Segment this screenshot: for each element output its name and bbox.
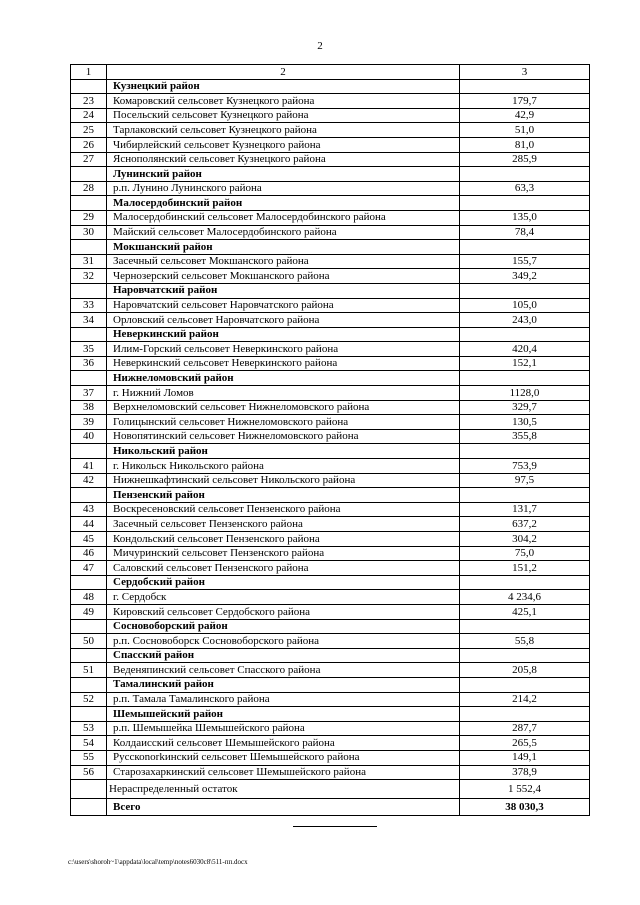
row-number-cell: 30 xyxy=(71,225,107,240)
table-body xyxy=(71,65,590,816)
row-number-cell: 53 xyxy=(71,721,107,736)
row-name-cell: Лунинский район xyxy=(107,167,460,182)
row-name-cell: Наровчатский район xyxy=(107,283,460,298)
row-number-cell xyxy=(71,196,107,211)
row-number-cell: 23 xyxy=(71,94,107,109)
row-value-cell: 149,1 xyxy=(460,750,590,765)
district-header-row xyxy=(71,444,590,459)
table-row xyxy=(71,502,590,517)
row-value-cell: 63,3 xyxy=(460,181,590,196)
district-header-row xyxy=(71,488,590,503)
table-row xyxy=(71,123,590,138)
table-row xyxy=(71,225,590,240)
row-name-cell: Мокшанский район xyxy=(107,240,460,255)
row-name-cell: Малосердобинский район xyxy=(107,196,460,211)
row-value-cell: 420,4 xyxy=(460,342,590,357)
row-name-cell: Сосновоборский район xyxy=(107,619,460,634)
row-number-cell: 41 xyxy=(71,459,107,474)
row-name-cell: Малосердобинский сельсовет Малосердобинского района xyxy=(107,210,460,225)
row-value-cell: 1 552,4 xyxy=(460,780,590,799)
row-name-cell: Тамалинский район xyxy=(107,677,460,692)
row-value-cell: 179,7 xyxy=(460,94,590,109)
row-value-cell xyxy=(460,619,590,634)
row-name-cell: г. Никольск Никольского района xyxy=(107,459,460,474)
row-number-cell: 29 xyxy=(71,210,107,225)
row-value-cell: 97,5 xyxy=(460,473,590,488)
row-name-cell: Кузнецкий район xyxy=(107,79,460,94)
row-name-cell: Новопятинский сельсовет Нижнеломовского района xyxy=(107,429,460,444)
row-number-cell xyxy=(71,799,107,816)
table-row xyxy=(71,634,590,649)
row-name-cell: Саловский сельсовет Пензенского района xyxy=(107,561,460,576)
table-row xyxy=(71,386,590,401)
row-name-cell: Орловский сельсовет Наровчатского района xyxy=(107,313,460,328)
row-number-cell: 55 xyxy=(71,750,107,765)
table-row xyxy=(71,356,590,371)
district-header-row xyxy=(71,167,590,182)
table-row xyxy=(71,532,590,547)
district-header-row xyxy=(71,240,590,255)
table-row xyxy=(71,415,590,430)
row-value-cell: 355,8 xyxy=(460,429,590,444)
row-name-cell: Засечный сельсовет Пензенского района xyxy=(107,517,460,532)
row-number-cell: 39 xyxy=(71,415,107,430)
row-name-cell: Посельский сельсовет Кузнецкого района xyxy=(107,108,460,123)
row-name-cell: Русскоnorkинский сельсовет Шемышейского района xyxy=(107,750,460,765)
row-value-cell: 304,2 xyxy=(460,532,590,547)
row-value-cell: 78,4 xyxy=(460,225,590,240)
row-name-cell: Шемышейский район xyxy=(107,707,460,722)
row-number-cell: 24 xyxy=(71,108,107,123)
row-value-cell: 243,0 xyxy=(460,313,590,328)
row-value-cell: 425,1 xyxy=(460,604,590,619)
header-col-3: 3 xyxy=(460,65,590,80)
end-of-document-rule xyxy=(293,826,377,827)
row-number-cell xyxy=(71,780,107,799)
row-name-cell: Верхнеломовский сельсовет Нижнеломовского района xyxy=(107,400,460,415)
row-value-cell xyxy=(460,707,590,722)
row-number-cell: 36 xyxy=(71,356,107,371)
row-value-cell: 205,8 xyxy=(460,663,590,678)
row-name-cell: Сердобский район xyxy=(107,575,460,590)
row-number-cell: 49 xyxy=(71,604,107,619)
row-number-cell: 33 xyxy=(71,298,107,313)
row-name-cell: Илим-Горский сельсовет Неверкинского района xyxy=(107,342,460,357)
row-name-cell: Веденяпинский сельсовет Спасского района xyxy=(107,663,460,678)
row-name-cell: Голицынский сельсовет Нижнеломовского района xyxy=(107,415,460,430)
row-value-cell xyxy=(460,327,590,342)
row-number-cell xyxy=(71,371,107,386)
row-value-cell: 51,0 xyxy=(460,123,590,138)
row-name-cell: р.п. Сосновоборск Сосновоборского района xyxy=(107,634,460,649)
table-row xyxy=(71,721,590,736)
total-row xyxy=(71,799,590,816)
row-number-cell: 28 xyxy=(71,181,107,196)
row-name-cell: Чернозерский сельсовет Мокшанского района xyxy=(107,269,460,284)
row-number-cell: 45 xyxy=(71,532,107,547)
table-row xyxy=(71,604,590,619)
row-number-cell: 27 xyxy=(71,152,107,167)
row-value-cell: 329,7 xyxy=(460,400,590,415)
row-name-cell: Всего xyxy=(107,799,460,816)
table-row xyxy=(71,400,590,415)
row-number-cell xyxy=(71,648,107,663)
row-name-cell: Нераспределенный остаток xyxy=(107,780,460,799)
row-name-cell: Тарлаковский сельсовет Кузнецкого района xyxy=(107,123,460,138)
row-number-cell xyxy=(71,488,107,503)
district-header-row xyxy=(71,707,590,722)
district-header-row xyxy=(71,575,590,590)
row-name-cell: р.п. Тамала Тамалинского района xyxy=(107,692,460,707)
row-value-cell: 135,0 xyxy=(460,210,590,225)
row-number-cell: 56 xyxy=(71,765,107,780)
row-number-cell: 44 xyxy=(71,517,107,532)
header-col-2: 2 xyxy=(107,65,460,80)
row-value-cell: 75,0 xyxy=(460,546,590,561)
row-number-cell: 54 xyxy=(71,736,107,751)
row-value-cell: 287,7 xyxy=(460,721,590,736)
row-value-cell: 81,0 xyxy=(460,137,590,152)
row-number-cell: 52 xyxy=(71,692,107,707)
row-value-cell: 265,5 xyxy=(460,736,590,751)
row-name-cell: г. Сердобск xyxy=(107,590,460,605)
footer-file-path: c:\users\shoroh~1\appdata\local\temp\notes6030c8\511-пп.docx xyxy=(68,858,248,866)
table-row xyxy=(71,765,590,780)
row-number-cell: 25 xyxy=(71,123,107,138)
row-value-cell: 285,9 xyxy=(460,152,590,167)
table-header-row xyxy=(71,65,590,80)
table-row xyxy=(71,269,590,284)
table-row xyxy=(71,181,590,196)
row-value-cell: 152,1 xyxy=(460,356,590,371)
row-value-cell: 151,2 xyxy=(460,561,590,576)
row-value-cell: 130,5 xyxy=(460,415,590,430)
row-value-cell xyxy=(460,240,590,255)
table-row xyxy=(71,663,590,678)
row-name-cell: Чибирлейский сельсовет Кузнецкого района xyxy=(107,137,460,152)
row-number-cell: 37 xyxy=(71,386,107,401)
table-row xyxy=(71,152,590,167)
district-header-row xyxy=(71,371,590,386)
row-name-cell: Кондольский сельсовет Пензенского района xyxy=(107,532,460,547)
row-value-cell xyxy=(460,196,590,211)
row-number-cell: 48 xyxy=(71,590,107,605)
row-value-cell: 378,9 xyxy=(460,765,590,780)
table-row xyxy=(71,517,590,532)
table-row xyxy=(71,736,590,751)
row-name-cell: Воскресеновский сельсовет Пензенского района xyxy=(107,502,460,517)
table-row xyxy=(71,429,590,444)
row-value-cell xyxy=(460,444,590,459)
row-name-cell: Нижнешкафтинский сельсовет Никольского района xyxy=(107,473,460,488)
row-name-cell: Спасский район xyxy=(107,648,460,663)
row-value-cell: 38 030,3 xyxy=(460,799,590,816)
row-value-cell: 155,7 xyxy=(460,254,590,269)
row-number-cell: 31 xyxy=(71,254,107,269)
district-header-row xyxy=(71,648,590,663)
row-value-cell: 4 234,6 xyxy=(460,590,590,605)
row-value-cell xyxy=(460,575,590,590)
row-number-cell xyxy=(71,327,107,342)
table-row xyxy=(71,137,590,152)
row-name-cell: Пензенский район xyxy=(107,488,460,503)
row-number-cell xyxy=(71,444,107,459)
row-number-cell xyxy=(71,240,107,255)
row-name-cell: Колдаисский сельсовет Шемышейского района xyxy=(107,736,460,751)
table-row xyxy=(71,342,590,357)
row-number-cell xyxy=(71,167,107,182)
row-number-cell: 32 xyxy=(71,269,107,284)
row-value-cell: 105,0 xyxy=(460,298,590,313)
district-header-row xyxy=(71,677,590,692)
table-row xyxy=(71,590,590,605)
row-number-cell xyxy=(71,79,107,94)
row-value-cell: 42,9 xyxy=(460,108,590,123)
row-value-cell: 131,7 xyxy=(460,502,590,517)
table-row xyxy=(71,254,590,269)
row-number-cell: 40 xyxy=(71,429,107,444)
row-number-cell: 42 xyxy=(71,473,107,488)
row-value-cell xyxy=(460,79,590,94)
table-row xyxy=(71,473,590,488)
district-header-row xyxy=(71,79,590,94)
table-row xyxy=(71,108,590,123)
row-value-cell xyxy=(460,677,590,692)
row-name-cell: Мичуринский сельсовет Пензенского района xyxy=(107,546,460,561)
table-row xyxy=(71,298,590,313)
row-value-cell: 55,8 xyxy=(460,634,590,649)
row-name-cell: Комаровский сельсовет Кузнецкого района xyxy=(107,94,460,109)
district-header-row xyxy=(71,619,590,634)
row-value-cell: 349,2 xyxy=(460,269,590,284)
row-value-cell xyxy=(460,371,590,386)
row-number-cell xyxy=(71,707,107,722)
table-row xyxy=(71,750,590,765)
row-name-cell: г. Нижний Ломов xyxy=(107,386,460,401)
table-row xyxy=(71,546,590,561)
row-value-cell xyxy=(460,167,590,182)
row-name-cell: Засечный сельсовет Мокшанского района xyxy=(107,254,460,269)
row-number-cell: 43 xyxy=(71,502,107,517)
row-number-cell: 46 xyxy=(71,546,107,561)
row-number-cell xyxy=(71,575,107,590)
row-name-cell: Неверкинский район xyxy=(107,327,460,342)
table-row xyxy=(71,94,590,109)
header-col-1: 1 xyxy=(71,65,107,80)
allocation-table xyxy=(70,64,590,816)
row-name-cell: Старозахаркинский сельсовет Шемышейского района xyxy=(107,765,460,780)
row-value-cell: 753,9 xyxy=(460,459,590,474)
row-name-cell: р.п. Лунино Лунинского района xyxy=(107,181,460,196)
row-value-cell xyxy=(460,648,590,663)
row-name-cell: Наровчатский сельсовет Наровчатского района xyxy=(107,298,460,313)
row-name-cell: р.п. Шемышейка Шемышейского района xyxy=(107,721,460,736)
row-number-cell: 51 xyxy=(71,663,107,678)
row-number-cell: 26 xyxy=(71,137,107,152)
district-header-row xyxy=(71,196,590,211)
row-name-cell: Никольский район xyxy=(107,444,460,459)
row-number-cell xyxy=(71,283,107,298)
district-header-row xyxy=(71,327,590,342)
row-name-cell: Кировский сельсовет Сердобского района xyxy=(107,604,460,619)
table-row xyxy=(71,561,590,576)
row-number-cell xyxy=(71,619,107,634)
table-row xyxy=(71,459,590,474)
row-number-cell xyxy=(71,677,107,692)
row-value-cell: 214,2 xyxy=(460,692,590,707)
row-number-cell: 35 xyxy=(71,342,107,357)
row-name-cell: Яснополянский сельсовет Кузнецкого района xyxy=(107,152,460,167)
row-number-cell: 47 xyxy=(71,561,107,576)
row-number-cell: 38 xyxy=(71,400,107,415)
row-number-cell: 50 xyxy=(71,634,107,649)
row-value-cell xyxy=(460,488,590,503)
row-name-cell: Нижнеломовский район xyxy=(107,371,460,386)
table-row xyxy=(71,210,590,225)
row-value-cell xyxy=(460,283,590,298)
unallocated-row xyxy=(71,780,590,799)
district-header-row xyxy=(71,283,590,298)
row-number-cell: 34 xyxy=(71,313,107,328)
table-row xyxy=(71,692,590,707)
row-name-cell: Майский сельсовет Малосердобинского района xyxy=(107,225,460,240)
row-value-cell: 637,2 xyxy=(460,517,590,532)
row-name-cell: Неверкинский сельсовет Неверкинского района xyxy=(107,356,460,371)
page-number: 2 xyxy=(317,40,323,52)
table-row xyxy=(71,313,590,328)
row-value-cell: 1128,0 xyxy=(460,386,590,401)
